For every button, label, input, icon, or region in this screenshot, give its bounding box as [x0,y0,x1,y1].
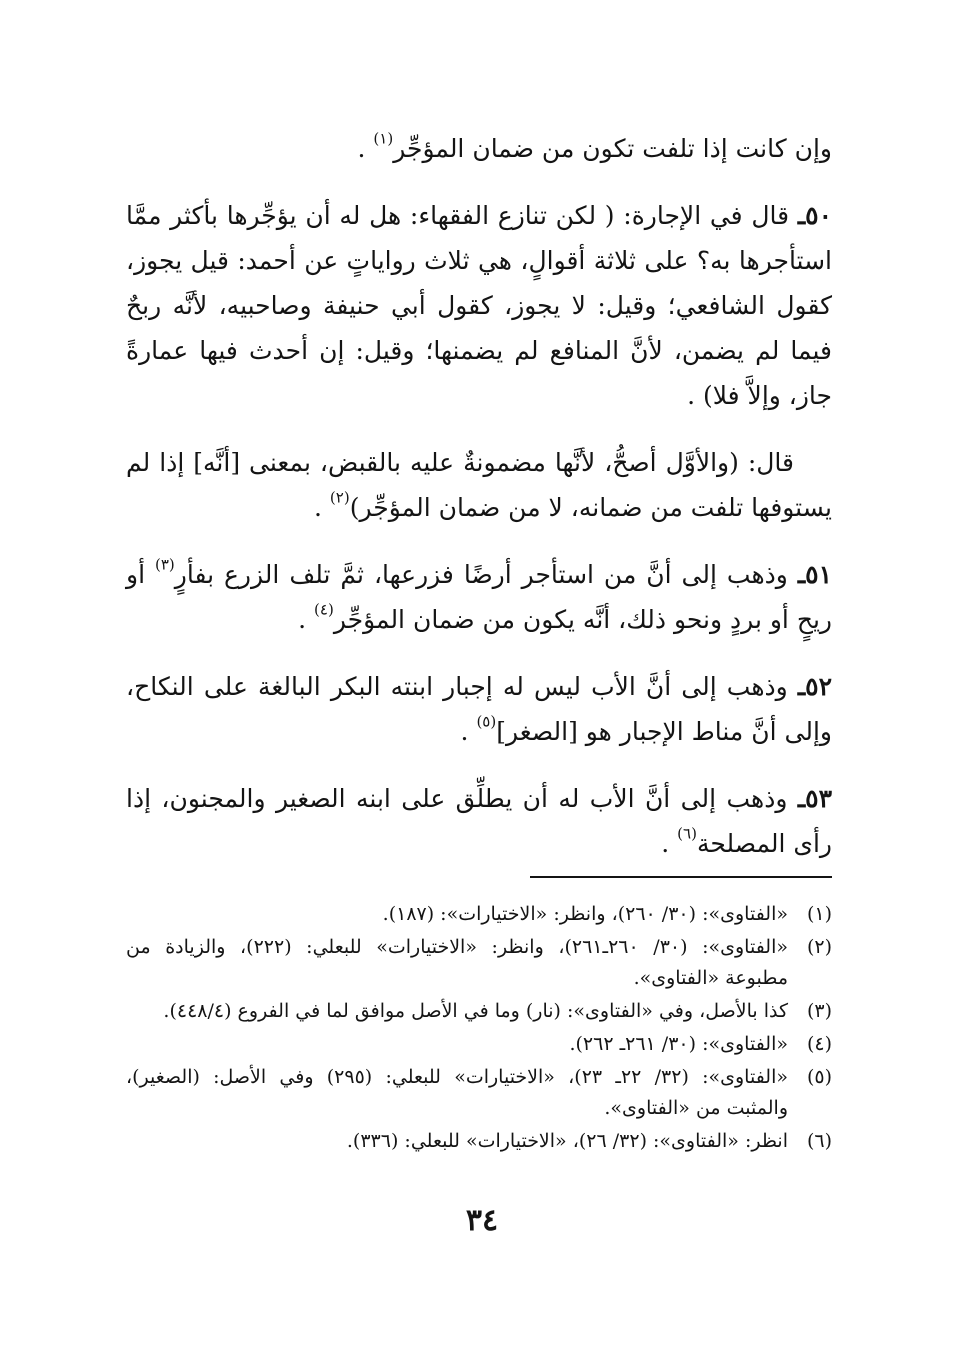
paragraph-end: . [460,717,477,746]
paragraph-text: قال في الإجارة: ( لكن تنازع الفقهاء: هل له أن يؤجِّرها بأكثر ممَّا استأجرها به؟ على ثلاثة أقوالٍ، هي ثلاث رواياتٍ عن أحمد: قيل يجوز، كقول الشافعي؛ وقيل: لا يجوز، كقول أبي حنيفة وصاحبيه، لأنَّه ربحٌ فيما لم يضمن، لأنَّ المنافع لم يضمنها؛ وقيل: إن أحدث فيها عمارةً جاز، وإلاَّ فلا) . [126,201,832,410]
paragraph-continuation [126,126,832,171]
paragraph-end: . [357,134,374,163]
footnote-number: (٢) [806,936,832,958]
footnote-ref: (٣) [154,555,175,574]
paragraph-50 [126,193,832,418]
footnote [126,1062,832,1124]
footnote-separator [530,876,832,878]
paragraph-50-continued [126,440,832,530]
paragraph-51 [126,552,832,642]
paragraph-53 [126,776,832,866]
page-number: ٣٤ [465,1203,499,1238]
footnote-text: انظر: «الفتاوى»: (٣٢/ ٢٦)، «الاختيارات» للبعلي: (٣٣٦). [346,1130,788,1152]
footnote [126,1126,832,1157]
footnotes [126,899,832,1159]
footnote-text: «الفتاوى»: (٣٢/ ٢٢ـ ٢٣)، «الاختيارات» للبعلي: (٢٩٥) وفي الأصل: (الصغير)، والمثبت من «الفتاوى». [126,1066,788,1119]
footnote-number: (٣) [806,1000,832,1022]
footnote [126,899,832,930]
paragraph-end: . [314,493,330,522]
footnote-number: (٥) [806,1066,832,1088]
paragraph-end: . [661,829,678,858]
footnote-number: (١) [806,903,832,925]
footnote-number: (٦) [806,1130,832,1152]
footnote-number: (٤) [806,1033,832,1055]
footnote-ref: (٥) [476,712,497,731]
footnote-ref: (١) [373,129,394,148]
paragraph-number: ٥٣ـ [797,784,832,813]
paragraph-text: وذهب إلى أنَّ الأب ليس له إجبار ابنته البكر البالغة على النكاح، وإلى أنَّ مناط الإجبار هو [الصغر] [126,672,832,746]
paragraph-52 [126,664,832,754]
footnote [126,932,832,994]
footnote-text: «الفتاوى»: (٣٠/ ٢٦٠ـ٢٦١)، وانظر: «الاختيارات» للبعلي: (٢٢٢)، والزيادة من مطبوعة «الفتاوى». [126,936,788,989]
paragraph-text: وذهب إلى أنَّ من استأجر أرضًا فزرعها، ثمَّ تلف الزرع بفأرٍ [174,560,798,589]
main-text [126,126,832,866]
footnote [126,1029,832,1060]
footnote-ref: (٦) [677,824,697,843]
paragraph-text: أو ريحٍ أو بردٍ ونحو ذلك، أنَّه يكون من ضمان المؤجِّر [126,560,832,634]
paragraph-number: ٥١ـ [797,560,832,589]
footnote-ref: (٢) [329,488,350,507]
paragraph-number: ٥٠ـ [797,201,832,230]
paragraph-text: وذهب إلى أنَّ الأب له أن يطلِّق على ابنه الصغير والمجنون، إذا رأى المصلحة [126,784,832,858]
footnote-ref: (٤) [314,600,334,619]
footnote-text: كذا بالأصل، وفي «الفتاوى»: (نار) وما في الأصل موافق لما في الفروع (٤٤٨/٤). [163,1000,788,1022]
paragraph-text: وإن كانت إذا تلفت تكون من ضمان المؤجِّر [393,134,832,163]
paragraph-text: قال: (والأوَّل أصحُّ، لأنَّها مضمونةٌ عليه بالقبض، بمعنى [أنَّه] إذا لم يستوفها تلفت من ضمانه، لا من ضمان المؤجِّر) [126,448,832,522]
paragraph-end: . [298,605,315,634]
footnote-text: «الفتاوى»: (٣٠/ ٢٦١ـ ٢٦٢). [569,1033,788,1055]
footnote-text: «الفتاوى»: (٣٠/ ٢٦٠)، وانظر: «الاختيارات»: (١٨٧). [382,903,788,925]
footnote [126,996,832,1027]
paragraph-number: ٥٢ـ [797,672,832,701]
